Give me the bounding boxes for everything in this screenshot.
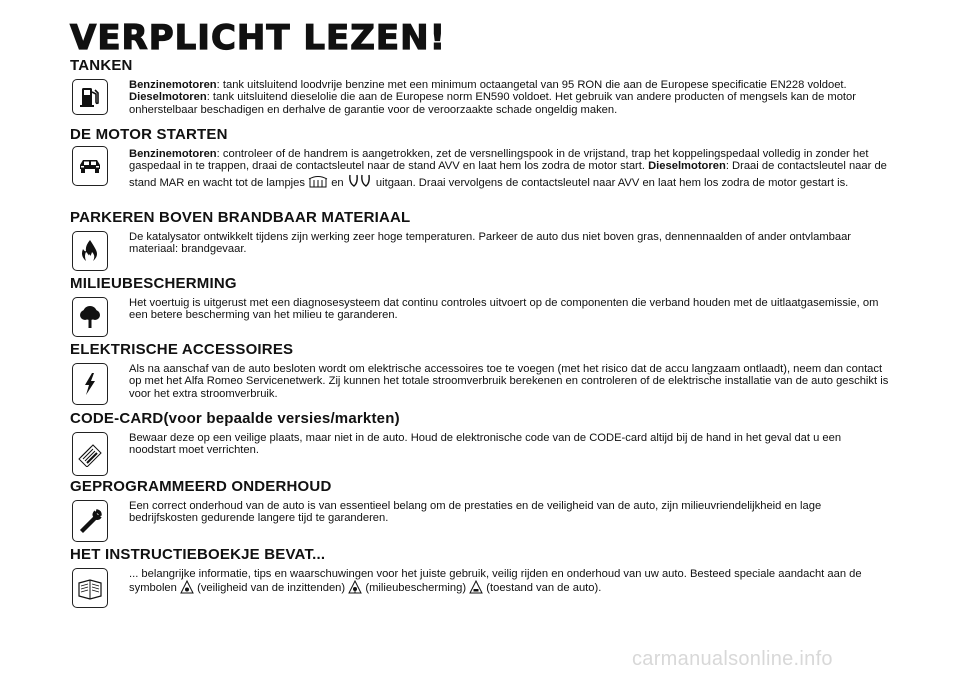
section-milieubescherming <box>70 275 890 322</box>
section-code-card <box>70 410 890 457</box>
lightning-icon <box>72 363 108 405</box>
car-condition-triangle-icon <box>469 580 483 594</box>
section-heading: ELEKTRISCHE ACCESSOIRES <box>70 341 294 358</box>
car-icon <box>72 146 108 186</box>
section-heading: MILIEUBESCHERMING <box>70 275 237 292</box>
glow-plug-icon <box>347 173 373 189</box>
section-text: Benzinemotoren: tank uitsluitend loodvrije benzine met een minimum octaangetal van 95 RON die aan de Europese specificatie EN228 voldoet. Dieselmotoren: tank uitsluitend dieselolie die aan de Europese norm EN590 voldoet. Het gebruik van andere producten of mengsels kan de motor onherstelbaar beschadigen en derhalve de garantie voor de veroorzaakte schade ongeldig maken. <box>129 79 856 116</box>
section-text: Bewaar deze op een veilige plaats, maar niet in de auto. Houd de elektronische code van de CODE-card altijd bij de hand in het geval dat u een noodstart moet verrichten. <box>129 432 842 457</box>
section-elektrische-accessoires <box>70 341 890 400</box>
tree-icon <box>72 297 108 337</box>
glow-plug-warning-icon <box>308 175 328 189</box>
section-heading: PARKEREN BOVEN BRANDBAAR MATERIAAL <box>70 209 411 226</box>
section-motor-starten <box>70 126 890 189</box>
section-text: ... belangrijke informatie, tips en waarschuwingen voor het juiste gebruik, veilig rijden en onderhoud van uw auto. Besteed speciale aandacht aan de symbolen (veiligheid van de inzittenden) (milieubescherming) (toestand van de auto). <box>129 568 862 595</box>
section-heading: CODE-CARD(voor bepaalde versies/markten) <box>70 410 400 427</box>
code-card-icon <box>72 432 108 476</box>
fuel-pump-icon <box>72 79 108 115</box>
section-parkeren <box>70 209 890 256</box>
section-heading: TANKEN <box>70 57 133 74</box>
section-text: Een correct onderhoud van de auto is van essentieel belang om de prestaties en de veiligheid van de auto, zijn milieuvriendelijkheid en lage bedrijfskosten gedurende langere tijd te garanderen. <box>129 500 822 525</box>
environment-triangle-icon <box>348 580 362 594</box>
section-tanken <box>70 57 890 116</box>
page-title: VERPLICHT LEZEN! <box>70 18 447 58</box>
flame-icon <box>72 231 108 271</box>
book-icon <box>72 568 108 608</box>
section-heading: DE MOTOR STARTEN <box>70 126 228 143</box>
section-text: Als na aanschaf van de auto besloten wordt om elektrische accessoires toe te voegen (met het risico dat de accu langzaam ontlaadt), neem dan contact op met het Alfa Romeo Servicenetwerk. Zij kunnen het totale stroomverbruik berekenen en controleren of de elektrische installatie van de auto geschikt is voor het extra stroomverbruik. <box>129 363 889 400</box>
watermark: carmanualsonline.info <box>632 648 833 670</box>
section-instructieboekje <box>70 546 890 595</box>
warning-triangle-icon <box>180 580 194 594</box>
section-heading: GEPROGRAMMEERD ONDERHOUD <box>70 478 332 495</box>
section-onderhoud <box>70 478 890 525</box>
section-heading: HET INSTRUCTIEBOEKJE BEVAT... <box>70 546 326 563</box>
section-text: De katalysator ontwikkelt tijdens zijn werking zeer hoge temperaturen. Parkeer de auto dus niet boven gras, dennennaalden of ander ontvlambaar materiaal: brandgevaar. <box>129 231 852 256</box>
section-text: Het voertuig is uitgerust met een diagnosesysteem dat continu controles uitvoert op de componenten die verband houden met de uitlaatgasemissie, om een betere bescherming van het milieu te garanderen. <box>129 297 879 322</box>
wrench-icon <box>72 500 108 542</box>
section-text: Benzinemotoren: controleer of de handrem is aangetrokken, zet de versnellingspook in de vrijstand, trap het koppelingspedaal volledig in zonder het gaspedaal in te trappen, draai de contactsleutel naar de stand AVV en laat hem los zodra de motor start. Dieselmotoren: Draai de contactsleutel naar de stand MAR en wacht tot de lampjes en uitgaan. Draai vervolgens de contactsleutel naar AVV en laat hem los zodra de motor gestart is. <box>129 148 887 189</box>
